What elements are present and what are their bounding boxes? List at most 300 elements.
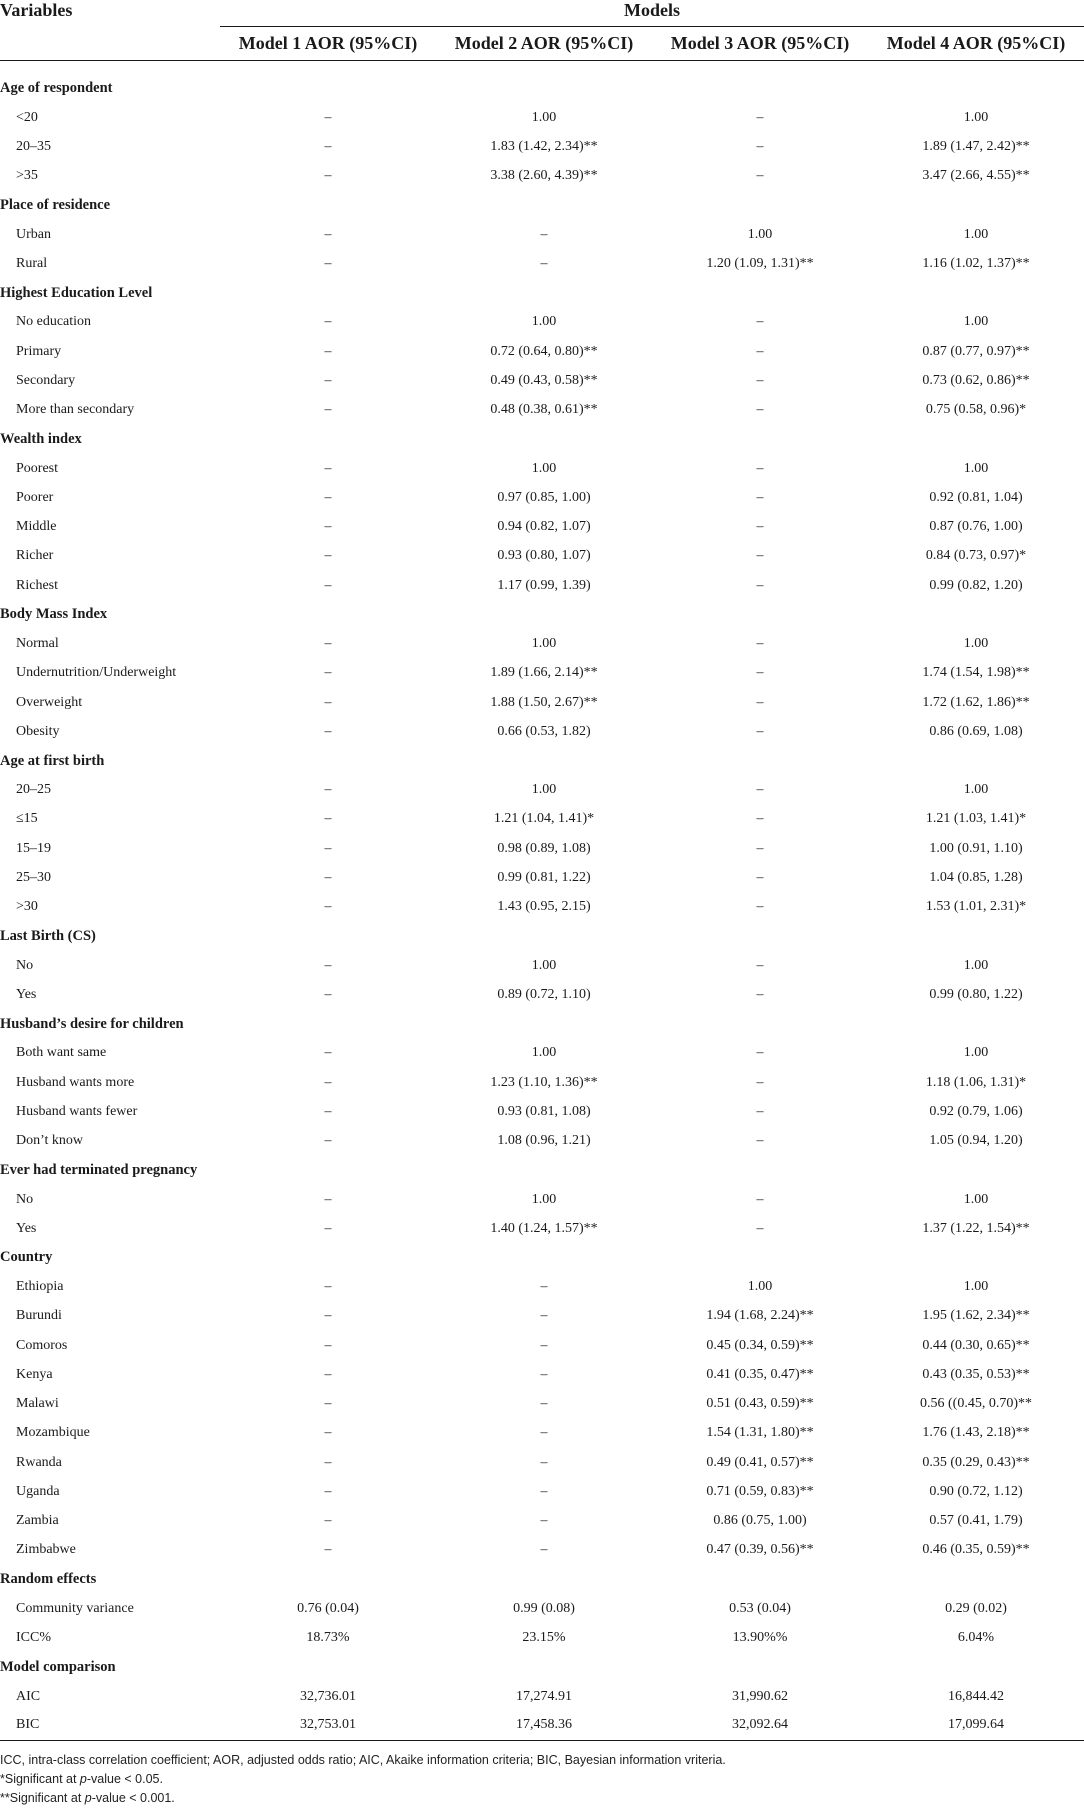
model-2-cell: 1.89 (1.66, 2.14)** <box>490 665 598 681</box>
model-3-cell: – <box>756 168 764 184</box>
model-3-cell: 0.45 (0.34, 0.59)** <box>706 1337 814 1353</box>
model-1-cell: – <box>324 168 332 184</box>
model-1-cell <box>220 746 436 775</box>
table-row <box>0 776 1084 805</box>
model-3-cell: – <box>756 577 764 593</box>
table-row <box>0 1448 1084 1477</box>
model-2-cell <box>436 922 652 951</box>
row-label: Secondary <box>16 372 76 388</box>
model-2-cell: – <box>540 226 548 242</box>
section-row <box>0 425 1084 454</box>
model-4-cell: 1.76 (1.43, 2.18)** <box>922 1425 1030 1441</box>
model-3-cell: – <box>756 636 764 652</box>
model-1-cell: – <box>324 1279 332 1295</box>
model-1-cell: – <box>324 1220 332 1236</box>
table-row <box>0 1536 1084 1565</box>
model-1-cell: – <box>324 1308 332 1324</box>
model-3-cell: 0.49 (0.41, 0.57)** <box>706 1454 814 1470</box>
model-4-cell: 1.21 (1.03, 1.41)* <box>925 811 1027 827</box>
model-3-cell: – <box>756 548 764 564</box>
variables-header-spacer <box>0 26 220 60</box>
model-3-cell: 13.90%% <box>732 1630 788 1646</box>
table-row <box>0 863 1084 892</box>
model-4-cell: 1.00 <box>963 314 989 330</box>
table-row <box>0 1068 1084 1097</box>
model-3-cell <box>652 746 868 775</box>
model-1-cell: – <box>324 986 332 1002</box>
model-1-cell: – <box>324 1542 332 1558</box>
row-label: More than secondary <box>16 402 135 418</box>
model-4-cell: 16,844.42 <box>948 1688 1004 1704</box>
row-label: Kenya <box>16 1366 53 1382</box>
table-row <box>0 162 1084 191</box>
row-label: Don’t know <box>16 1133 84 1149</box>
model-4-cell: 1.00 <box>963 1045 989 1061</box>
row-label: Richer <box>16 548 54 564</box>
row-label: BIC <box>0 1711 220 1740</box>
model-2-cell: – <box>540 1308 548 1324</box>
model-1-cell: – <box>324 723 332 739</box>
sig2-suffix: -value < 0.001. <box>91 1790 175 1805</box>
section-row <box>0 191 1084 220</box>
model-2-cell: 0.97 (0.85, 1.00) <box>497 489 591 505</box>
model-1-cell: – <box>324 1366 332 1382</box>
model-1-cell: – <box>324 577 332 593</box>
model-1-cell <box>220 425 436 454</box>
table-row <box>0 980 1084 1009</box>
model-2-cell: 1.00 <box>531 1191 557 1207</box>
model-1-cell: – <box>324 694 332 710</box>
model-3-cell: – <box>756 694 764 710</box>
model-3-cell: – <box>756 519 764 535</box>
model-4-cell: 1.72 (1.62, 1.86)** <box>922 694 1030 710</box>
table-row <box>0 1360 1084 1389</box>
section-label: Country <box>0 1249 53 1266</box>
model-1-cell: – <box>324 402 332 418</box>
model-2-cell: 1.00 <box>531 957 557 973</box>
section-label: Last Birth (CS) <box>0 927 96 944</box>
model-1-cell <box>220 279 436 308</box>
section-label: Random effects <box>0 1571 97 1588</box>
model-2-cell <box>436 746 652 775</box>
model-2-cell: 1.17 (0.99, 1.39) <box>497 577 591 593</box>
model-2-cell <box>436 425 652 454</box>
model-1-cell: – <box>324 1513 332 1529</box>
row-label: Yes <box>16 1220 37 1236</box>
model-3-cell: – <box>756 1191 764 1207</box>
model-4-cell: 1.00 <box>963 782 989 798</box>
table-body <box>0 60 1084 1740</box>
model-4-cell <box>868 1653 1084 1682</box>
model-4-cell: 0.56 ((0.45, 0.70)** <box>920 1396 1032 1412</box>
model-1-cell: – <box>324 519 332 535</box>
model-4-cell <box>868 1565 1084 1594</box>
row-label: Obesity <box>16 723 60 739</box>
row-label: Normal <box>16 636 59 652</box>
model-2-cell: – <box>540 1279 548 1295</box>
model-2-cell: 1.21 (1.04, 1.41)* <box>493 811 595 827</box>
model-1-cell: – <box>324 665 332 681</box>
model-3-cell <box>652 279 868 308</box>
row-label: >35 <box>16 168 38 184</box>
row-label: Burundi <box>16 1308 62 1324</box>
model-4-cell: 1.89 (1.47, 2.42)** <box>922 139 1030 155</box>
table-row <box>0 513 1084 542</box>
model-1-cell: – <box>324 1191 332 1207</box>
model-1-cell <box>220 1243 436 1272</box>
table-row <box>0 1126 1084 1155</box>
model-1-cell: – <box>324 1045 332 1061</box>
row-label: Husband wants fewer <box>16 1103 138 1119</box>
row-label: Yes <box>16 986 37 1002</box>
model-4-cell: 0.75 (0.58, 0.96)* <box>925 402 1027 418</box>
row-label: No <box>16 1191 34 1207</box>
model-1-cell: – <box>324 1425 332 1441</box>
section-row <box>0 1156 1084 1185</box>
section-label: Highest Education Level <box>0 284 153 301</box>
model-4-cell: 1.74 (1.54, 1.98)** <box>922 665 1030 681</box>
table-row <box>0 629 1084 658</box>
model-4-cell: 0.99 (0.80, 1.22) <box>929 986 1023 1002</box>
table-row <box>0 1477 1084 1506</box>
row-label: Overweight <box>16 694 83 710</box>
model-4-cell: 1.53 (1.01, 2.31)* <box>925 899 1027 915</box>
model-2-cell: – <box>540 1337 548 1353</box>
model-3-cell: 1.00 <box>747 226 773 242</box>
section-label: Body Mass Index <box>0 606 108 623</box>
model-4-cell <box>868 746 1084 775</box>
model-3-cell: 1.54 (1.31, 1.80)** <box>706 1425 814 1441</box>
section-label: Wealth index <box>0 430 82 447</box>
model-4-cell: 1.95 (1.62, 2.34)** <box>922 1308 1030 1324</box>
model-2-cell: – <box>540 1425 548 1441</box>
model-3-cell <box>652 600 868 629</box>
model-1-cell <box>220 1010 436 1039</box>
model-2-cell: 1.00 <box>531 782 557 798</box>
model-3-cell: – <box>756 139 764 155</box>
model-1-cell <box>220 600 436 629</box>
section-row <box>0 1243 1084 1272</box>
model-2-cell: – <box>540 1483 548 1499</box>
model-1-cell <box>220 191 436 220</box>
model-3-cell: 31,990.62 <box>732 1688 788 1704</box>
model-3-cell: 0.47 (0.39, 0.56)** <box>706 1542 814 1558</box>
model-4-cell <box>868 74 1084 103</box>
section-row <box>0 1565 1084 1594</box>
sig1-suffix: -value < 0.05. <box>86 1771 163 1786</box>
section-row <box>0 74 1084 103</box>
model-3-cell <box>652 1653 868 1682</box>
model-4-cell: 6.04% <box>957 1630 995 1646</box>
row-label: ≤15 <box>16 811 38 827</box>
model-3-cell <box>652 191 868 220</box>
model-4-cell: 17,099.64 <box>868 1711 1084 1740</box>
table-row <box>0 659 1084 688</box>
model-4-cell: 0.73 (0.62, 0.86)** <box>922 372 1030 388</box>
model-4-cell: 0.90 (0.72, 1.12) <box>929 1483 1023 1499</box>
model-1-cell: – <box>324 1396 332 1412</box>
model-2-cell: 1.00 <box>531 636 557 652</box>
model-2-cell: – <box>540 1513 548 1529</box>
model-2-cell <box>436 1156 652 1185</box>
row-label: 15–19 <box>16 840 51 856</box>
table-row <box>0 249 1084 278</box>
model-2-cell: 0.66 (0.53, 1.82) <box>497 723 591 739</box>
model-1-cell: – <box>324 139 332 155</box>
table-row <box>0 1214 1084 1243</box>
model-3-cell: – <box>756 109 764 125</box>
model-3-cell: – <box>756 372 764 388</box>
model-3-cell: – <box>756 314 764 330</box>
model-2-cell: 3.38 (2.60, 4.39)** <box>490 168 598 184</box>
row-label: Urban <box>16 226 51 242</box>
table-row <box>0 337 1084 366</box>
model-2-cell: 0.89 (0.72, 1.10) <box>497 986 591 1002</box>
model-2-cell: 1.00 <box>531 1045 557 1061</box>
model-2-cell: 1.00 <box>531 314 557 330</box>
model-2-cell <box>436 191 652 220</box>
model-1-cell: – <box>324 314 332 330</box>
table-row <box>0 805 1084 834</box>
model-4-cell: 1.00 <box>963 1191 989 1207</box>
model-1-header: Model 1 AOR (95%CI) <box>220 26 436 60</box>
model-2-cell: – <box>540 1454 548 1470</box>
model-3-cell <box>652 1243 868 1272</box>
row-label: Ethiopia <box>16 1279 64 1295</box>
model-1-cell: – <box>324 109 332 125</box>
model-2-cell: 17,274.91 <box>516 1688 572 1704</box>
model-1-cell <box>220 922 436 951</box>
table-row <box>0 1331 1084 1360</box>
model-3-cell: – <box>756 1103 764 1119</box>
row-label: Poorer <box>16 489 54 505</box>
model-4-cell: 1.00 <box>963 460 989 476</box>
row-label: Richest <box>16 577 58 593</box>
sig1-p: p <box>79 1771 87 1786</box>
table-row <box>0 220 1084 249</box>
model-4-cell: 0.86 (0.69, 1.08) <box>929 723 1023 739</box>
model-4-cell: 0.99 (0.82, 1.20) <box>929 577 1023 593</box>
model-2-cell: 1.23 (1.10, 1.36)** <box>490 1074 598 1090</box>
model-4-cell: 0.35 (0.29, 0.43)** <box>922 1454 1030 1470</box>
model-2-cell: 0.48 (0.38, 0.61)** <box>490 402 598 418</box>
row-label: ICC% <box>16 1630 51 1646</box>
section-row <box>0 279 1084 308</box>
row-label: Both want same <box>16 1045 107 1061</box>
table-row <box>0 1682 1084 1711</box>
model-1-cell: – <box>324 869 332 885</box>
model-4-cell: 3.47 (2.66, 4.55)** <box>922 168 1030 184</box>
significance-note-1 <box>0 1770 1084 1789</box>
model-2-cell: 0.99 (0.08) <box>513 1600 575 1616</box>
row-label: No <box>16 957 34 973</box>
table-row <box>0 483 1084 512</box>
model-3-header: Model 3 AOR (95%CI) <box>652 26 868 60</box>
table-row <box>0 132 1084 161</box>
model-2-cell <box>436 279 652 308</box>
model-1-cell: – <box>324 1103 332 1119</box>
model-2-cell: 1.43 (0.95, 2.15) <box>497 899 591 915</box>
row-label: 20–25 <box>16 782 51 798</box>
model-4-header: Model 4 AOR (95%CI) <box>868 26 1084 60</box>
section-label: Age of respondent <box>0 80 113 97</box>
section-label: Age at first birth <box>0 752 105 769</box>
table-row <box>0 1302 1084 1331</box>
model-4-cell: 1.00 <box>963 1279 989 1295</box>
model-4-cell <box>868 600 1084 629</box>
model-4-cell: 1.00 <box>963 957 989 973</box>
model-1-cell: – <box>324 782 332 798</box>
model-3-cell <box>652 74 868 103</box>
table-row <box>0 1623 1084 1652</box>
table-row <box>0 1506 1084 1535</box>
model-3-cell: – <box>756 489 764 505</box>
model-1-cell: 32,753.01 <box>220 1711 436 1740</box>
model-1-cell: – <box>324 343 332 359</box>
section-label: Model comparison <box>0 1658 116 1675</box>
model-1-cell <box>220 1565 436 1594</box>
model-3-cell <box>652 922 868 951</box>
model-4-cell: 0.46 (0.35, 0.59)** <box>922 1542 1030 1558</box>
model-2-cell: – <box>540 1366 548 1382</box>
model-2-cell <box>436 600 652 629</box>
model-3-cell: – <box>756 1133 764 1149</box>
model-2-cell: 0.93 (0.80, 1.07) <box>497 548 591 564</box>
row-label: Zambia <box>16 1513 59 1529</box>
row-label: Uganda <box>16 1483 60 1499</box>
row-label: Malawi <box>16 1396 59 1412</box>
model-1-cell: – <box>324 811 332 827</box>
model-3-cell: – <box>756 811 764 827</box>
row-label: Community variance <box>16 1600 134 1616</box>
sig1-prefix: *Significant at <box>0 1771 80 1786</box>
model-3-cell: – <box>756 869 764 885</box>
model-4-cell: 1.37 (1.22, 1.54)** <box>922 1220 1030 1236</box>
row-label: Primary <box>16 343 62 359</box>
row-label: Zimbabwe <box>16 1542 76 1558</box>
model-1-cell: – <box>324 1337 332 1353</box>
model-3-cell: – <box>756 402 764 418</box>
model-3-cell: – <box>756 1045 764 1061</box>
model-2-header: Model 2 AOR (95%CI) <box>436 26 652 60</box>
model-4-cell: 1.18 (1.06, 1.31)* <box>925 1074 1027 1090</box>
model-2-cell: 1.00 <box>531 109 557 125</box>
model-4-cell: 1.00 <box>963 226 989 242</box>
model-1-cell: – <box>324 548 332 564</box>
row-label: Comoros <box>16 1337 68 1353</box>
model-2-cell: 0.98 (0.89, 1.08) <box>497 840 591 856</box>
model-1-cell <box>220 1156 436 1185</box>
model-3-cell: 0.71 (0.59, 0.83)** <box>706 1483 814 1499</box>
model-1-cell: – <box>324 226 332 242</box>
section-row <box>0 1010 1084 1039</box>
model-3-cell: – <box>756 343 764 359</box>
model-2-cell: 23.15% <box>522 1630 566 1646</box>
row-label: Poorest <box>16 460 58 476</box>
model-2-cell: 1.08 (0.96, 1.21) <box>497 1133 591 1149</box>
row-label: Husband wants more <box>16 1074 135 1090</box>
model-3-cell: – <box>756 1220 764 1236</box>
model-2-cell: 0.72 (0.64, 0.80)** <box>490 343 598 359</box>
model-2-cell: – <box>540 1396 548 1412</box>
table-row <box>0 1711 1084 1740</box>
model-3-cell: 1.94 (1.68, 2.24)** <box>706 1308 814 1324</box>
model-4-cell: 0.92 (0.81, 1.04) <box>929 489 1023 505</box>
model-2-cell <box>436 1565 652 1594</box>
model-2-cell: 0.49 (0.43, 0.58)** <box>490 372 598 388</box>
model-3-cell <box>652 1156 868 1185</box>
model-2-cell: 1.83 (1.42, 2.34)** <box>490 139 598 155</box>
model-3-cell: 0.51 (0.43, 0.59)** <box>706 1396 814 1412</box>
table-row <box>0 1594 1084 1623</box>
model-1-cell: – <box>324 489 332 505</box>
model-1-cell <box>220 1653 436 1682</box>
model-1-cell: 32,736.01 <box>300 1688 356 1704</box>
model-4-cell <box>868 191 1084 220</box>
model-1-cell: – <box>324 899 332 915</box>
model-1-cell: – <box>324 1074 332 1090</box>
row-label: Undernutrition/Underweight <box>16 665 177 681</box>
model-4-cell <box>868 1156 1084 1185</box>
table-row <box>0 1039 1084 1068</box>
model-2-cell: 1.00 <box>531 460 557 476</box>
model-3-cell: – <box>756 665 764 681</box>
model-1-cell: – <box>324 1454 332 1470</box>
model-4-cell: 0.87 (0.77, 0.97)** <box>922 343 1030 359</box>
model-2-cell: – <box>540 256 548 272</box>
model-3-cell: – <box>756 840 764 856</box>
model-4-cell: 1.16 (1.02, 1.37)** <box>922 256 1030 272</box>
model-3-cell <box>652 1010 868 1039</box>
model-4-cell: 0.87 (0.76, 1.00) <box>929 519 1023 535</box>
model-1-cell: – <box>324 957 332 973</box>
model-3-cell: 0.41 (0.35, 0.47)** <box>706 1366 814 1382</box>
model-3-cell: 1.20 (1.09, 1.31)** <box>706 256 814 272</box>
model-1-cell: – <box>324 1133 332 1149</box>
table-row <box>0 542 1084 571</box>
row-label: 20–35 <box>16 139 51 155</box>
model-4-cell: 0.57 (0.41, 1.79) <box>929 1513 1023 1529</box>
model-2-cell: 1.40 (1.24, 1.57)** <box>490 1220 598 1236</box>
model-1-cell: – <box>324 460 332 476</box>
model-2-cell: 17,458.36 <box>436 1711 652 1740</box>
row-label: Middle <box>16 519 57 535</box>
model-4-cell <box>868 1243 1084 1272</box>
section-row <box>0 600 1084 629</box>
model-1-cell: 18.73% <box>306 1630 350 1646</box>
model-2-cell: 1.88 (1.50, 2.67)** <box>490 694 598 710</box>
row-label: Rwanda <box>16 1454 62 1470</box>
model-3-cell: 0.86 (0.75, 1.00) <box>713 1513 807 1529</box>
table-row <box>0 396 1084 425</box>
section-row <box>0 922 1084 951</box>
row-label: >30 <box>16 899 38 915</box>
model-3-cell <box>652 425 868 454</box>
section-row <box>0 1653 1084 1682</box>
row-label: Rural <box>16 256 48 272</box>
model-2-cell <box>436 1653 652 1682</box>
table-row <box>0 1419 1084 1448</box>
model-4-cell <box>868 922 1084 951</box>
table-row <box>0 308 1084 337</box>
model-4-cell: 0.84 (0.73, 0.97)* <box>925 548 1027 564</box>
table-row <box>0 717 1084 746</box>
table-footnotes <box>0 1741 1084 1808</box>
abbreviations-note: ICC, intra-class correlation coefficient; AOR, adjusted odds ratio; AIC, Akaike information criteria; BIC, Bayesian information vriteria. <box>0 1752 726 1767</box>
model-2-cell <box>436 74 652 103</box>
model-3-cell: – <box>756 782 764 798</box>
table-row <box>0 366 1084 395</box>
